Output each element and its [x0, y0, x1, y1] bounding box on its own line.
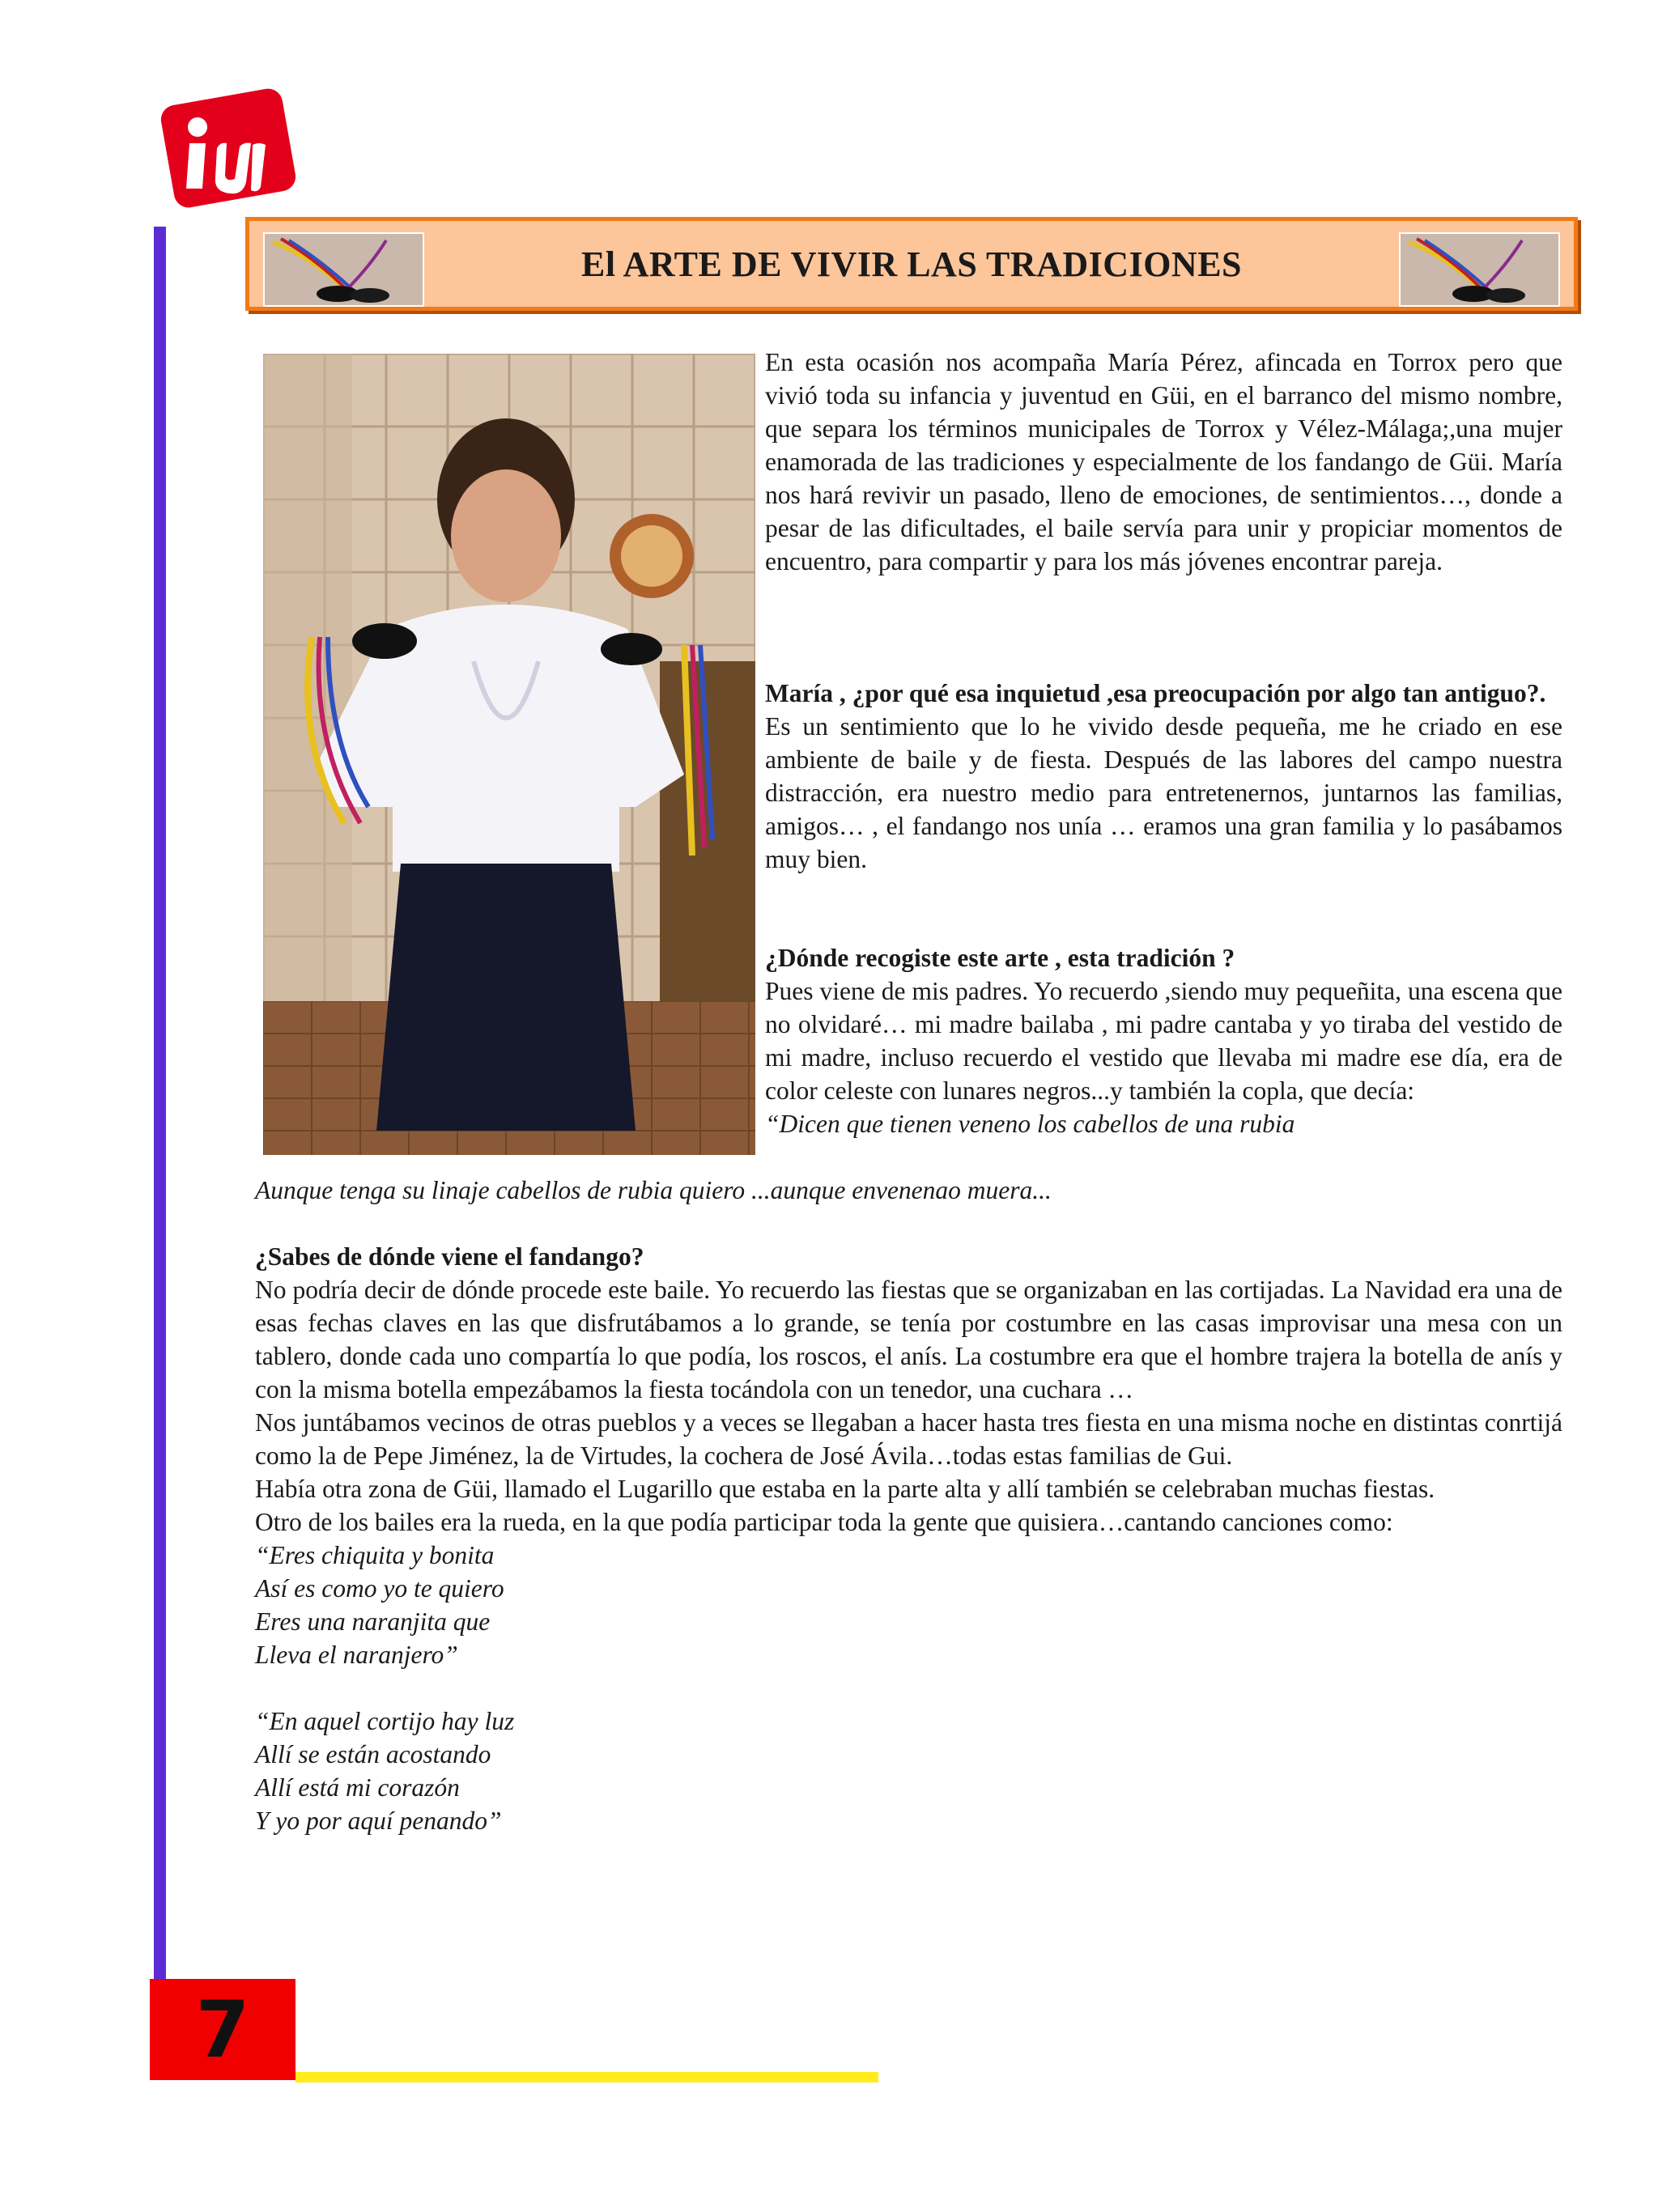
song-1-line: Eres una naranjita que — [255, 1607, 491, 1636]
song-2 — [255, 1705, 1562, 1837]
song-1 — [255, 1539, 1562, 1671]
maria-perez-photo — [263, 354, 755, 1155]
question-3: ¿Sabes de dónde viene el fandango? — [255, 1242, 644, 1271]
answer-3-p2: Nos juntábamos vecinos de otras pueblos y a veces se llegaban a hacer hasta tres fiesta en una misma noche en distintas conrtijá como la de Pepe Jiménez, la de Virtudes, la cochera de José Ávila…todas estas familias de Gui. — [255, 1408, 1562, 1470]
left-accent-bar — [154, 227, 166, 1983]
title-banner — [245, 217, 1578, 311]
song-1-line: Así es como yo te quiero — [255, 1574, 504, 1603]
answer-3-p1: No podría decir de dónde procede este baile. Yo recuerdo las fiestas que se organizaban en las cortijadas. La Navidad era una de esas fechas claves en las que disfrutábamos a lo grande, se tenía por costumbre en las casas improvisar una mesa con un tablero, donde cada uno compartía lo que podía, los roscos, el anís. La costumbre era que el hombre trajera la botella de anís y con la misma botella empezábamos la fiesta tocándola con un tenedor, una cuchara … — [255, 1276, 1562, 1403]
question-3-block — [255, 1240, 1562, 1837]
question-2: ¿Dónde recogiste este arte , esta tradición ? — [765, 944, 1235, 972]
verse-line-2: Aunque tenga su linaje cabellos de rubia quiero ...aunque envenenao muera... — [255, 1176, 1052, 1204]
song-2-line: Allí se están acostando — [255, 1740, 491, 1768]
answer-1: Es un sentimiento que lo he vivido desde pequeña, me he criado en ese ambiente de baile y de fiesta. Después de las labores del campo nuestra distracción, era nuestro medio para entretenernos, juntarnos las familias, amigos… , el fandango nos unía … eramos una gran familia y lo pasábamos muy bien. — [765, 712, 1562, 873]
question-1: María , ¿por qué esa inquietud ,esa preocupación por algo tan antiguo?. — [765, 679, 1546, 707]
page-number: 7 — [195, 1984, 250, 2075]
page-number-box — [150, 1979, 295, 2080]
song-2-line: Y yo por aquí penando” — [255, 1807, 502, 1835]
castanets-image-right — [1399, 232, 1560, 307]
song-2-line: “En aquel cortijo hay luz — [255, 1707, 515, 1735]
song-2-line: Allí está mi corazón — [255, 1773, 460, 1802]
answer-3-p4: Otro de los bailes era la rueda, en la que podía participar toda la gente que quisiera…cantando canciones como: — [255, 1508, 1393, 1536]
question-2-block — [765, 941, 1562, 1140]
page-title: El ARTE DE VIVIR LAS TRADICIONES — [580, 244, 1243, 284]
song-1-line: Lleva el naranjero” — [255, 1641, 458, 1669]
answer-2: Pues viene de mis padres. Yo recuerdo ,siendo muy pequeñita, una escena que no olvidaré… mi madre bailaba , mi padre cantaba y yo tiraba del vestido de mi madre, incluso recuerdo el vestido que llevaba mi madre ese día, era de color celeste con lunares negros...y también la copla, que decía: — [765, 977, 1562, 1105]
question-1-block — [765, 677, 1562, 876]
song-1-line: “Eres chiquita y bonita — [255, 1541, 495, 1569]
verse-line-2-block — [255, 1174, 1562, 1207]
intro-paragraph: En esta ocasión nos acompaña María Pérez, afincada en Torrox pero que vivió toda su infancia y juventud en Güi, en el barranco del mismo nombre, que separa los términos municipales de Torrox y Vélez-Málaga;,una mujer enamorada de las tradiciones y especialmente de los fandango de Güi. María nos hará revivir un pasado, lleno de emociones, de sentimientos…, donde a pesar de las dificultades, el baile servía para unir y propiciar momentos de encuentro, para compartir y para los más jóvenes encontrar pareja. — [765, 348, 1562, 575]
iu-logo — [152, 85, 302, 213]
answer-3-p3: Había otra zona de Güi, llamado el Lugarillo que estaba en la parte alta y allí también se celebraban muchas fiestas. — [255, 1475, 1435, 1503]
bottom-accent-line — [295, 2072, 878, 2083]
verse-line-1: “Dicen que tienen veneno los cabellos de una rubia — [765, 1110, 1295, 1138]
